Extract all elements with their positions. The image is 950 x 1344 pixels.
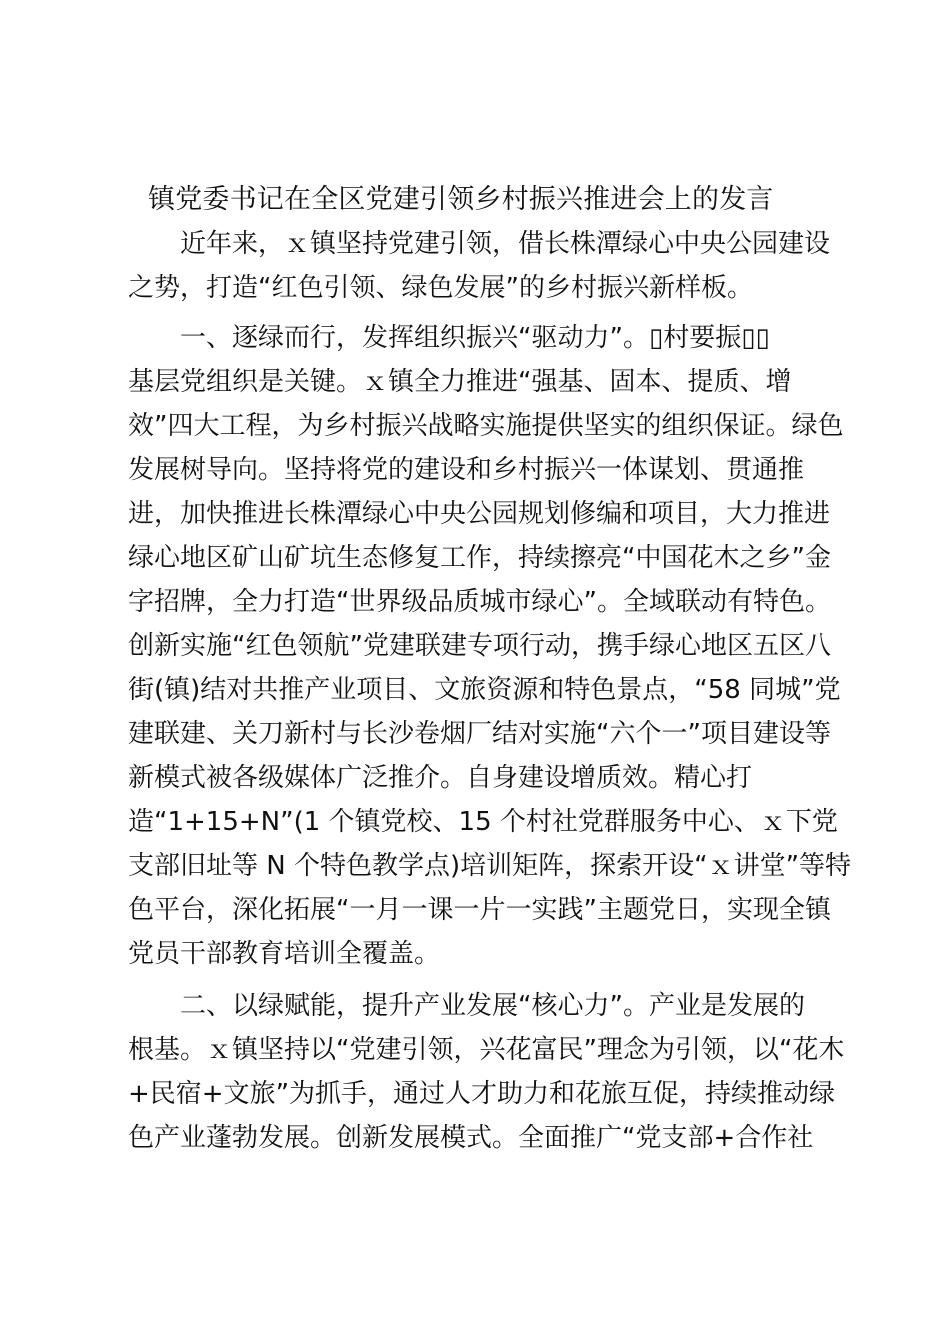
paragraph-line: 创新实施“红色领航”党建联建专项行动，携手绿心地区五区八 [128, 631, 831, 661]
section-heading-line: 一、逐绿而行，发挥组织振兴“驱动力”。▯村要振▯▯ [180, 323, 770, 353]
paragraph-line: 色平台，深化拓展“一月一课一片一实践”主题党日，实现全镇 [128, 895, 831, 925]
paragraph-line: 效”四大工程，为乡村振兴战略实施提供坚实的组织保证。绿色 [128, 411, 844, 441]
section-one-paragraph [128, 316, 852, 976]
paragraph-line: 发展树导向。坚持将党的建设和乡村振兴一体谋划、贯通推 [128, 455, 805, 485]
section-heading-line: 二、以绿赋能，提升产业发展“核心力”。产业是发展的 [180, 991, 805, 1021]
document-title: 镇党委书记在全区党建引领乡村振兴推进会上的发言 [148, 184, 774, 215]
intro-paragraph [128, 222, 838, 310]
paragraph-line: 近年来，ｘ镇坚持党建引领，借长株潭绿心中央公园建设 [180, 229, 831, 259]
paragraph-line: +民宿+文旅”为抓手，通过人才助力和花旅互促，持续推动绿 [128, 1079, 836, 1109]
paragraph-line: 造“1+15+N”(1 个镇党校、15 个村社党群服务中心、ｘ下党 [128, 807, 838, 837]
paragraph-line: 色产业蓬勃发展。创新发展模式。全面推广“党支部+合作社 [128, 1123, 814, 1153]
paragraph-line: 进，加快推进长株潭绿心中央公园规划修编和项目，大力推进 [128, 499, 831, 529]
paragraph-line: 街(镇)结对共推产业项目、文旅资源和特色景点，“58 同城”党 [128, 675, 841, 705]
paragraph-line: 基层党组织是关键。ｘ镇全力推进“强基、固本、提质、增 [128, 367, 792, 397]
section-two-paragraph [128, 984, 845, 1160]
paragraph-line: 根基。ｘ镇坚持以“党建引领，兴花富民”理念为引领，以“花木 [128, 1035, 845, 1065]
paragraph-line: 之势，打造“红色引领、绿色发展”的乡村振兴新样板。 [128, 273, 753, 303]
paragraph-line: 支部旧址等 N 个特色教学点)培训矩阵，探索开设“ｘ讲堂”等特 [128, 851, 852, 881]
paragraph-line: 新模式被各级媒体广泛推介。自身建设增质效。精心打 [128, 763, 753, 793]
paragraph-line: 字招牌，全力打造“世界级品质城市绿心”。全域联动有特色。 [128, 587, 831, 617]
paragraph-line: 建联建、关刀新村与长沙卷烟厂结对实施“六个一”项目建设等 [128, 719, 831, 749]
paragraph-line: 绿心地区矿山矿坑生态修复工作，持续擦亮“中国花木之乡”金 [128, 543, 831, 573]
paragraph-line: 党员干部教育培训全覆盖。 [128, 939, 441, 969]
